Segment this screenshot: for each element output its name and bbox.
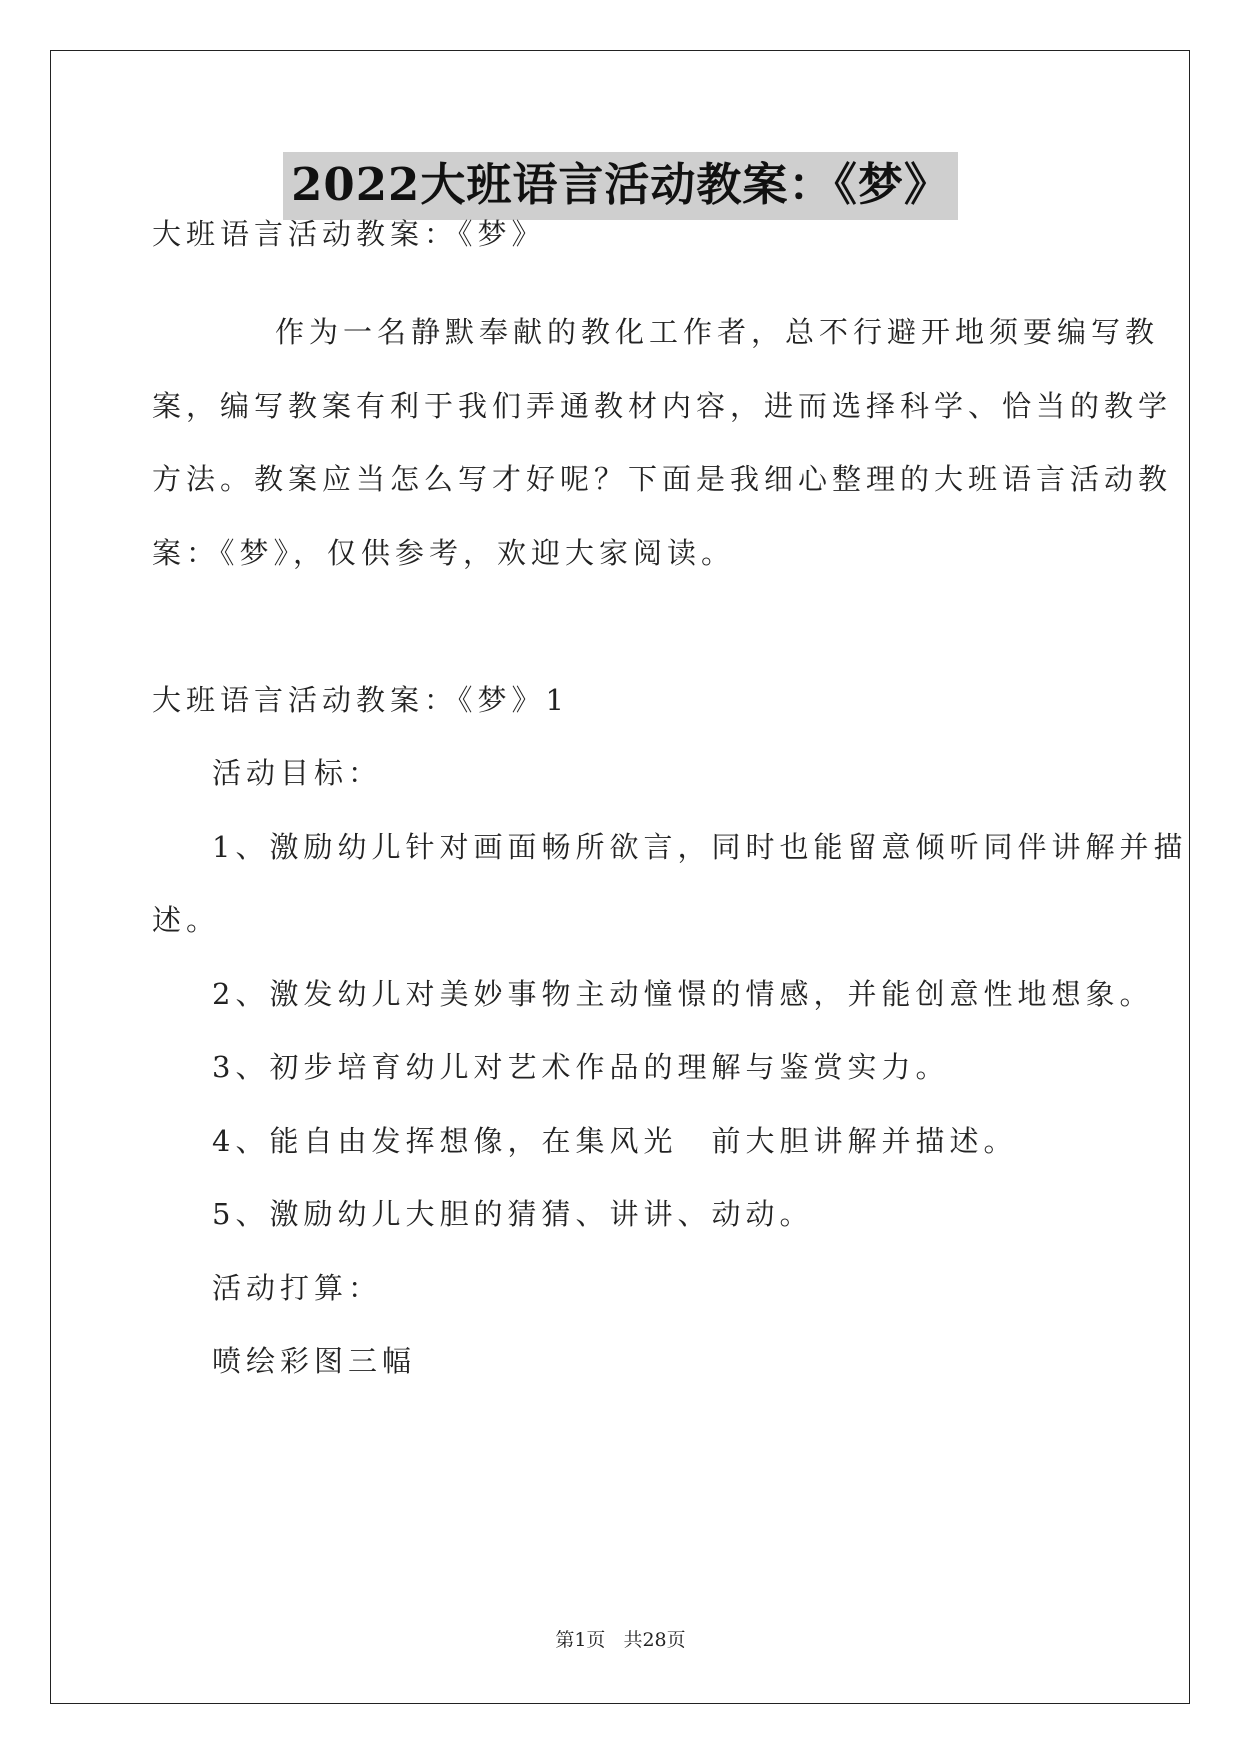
page-footer bbox=[0, 1628, 1241, 1652]
intro-line: 方法。教案应当怎么写才好呢？下面是我细心整理的大班语言活动教 bbox=[152, 462, 1173, 496]
document-title: 2022大班语言活动教案：《梦》 bbox=[283, 152, 958, 220]
page-border bbox=[50, 50, 1190, 1704]
prep-label: 活动打算： bbox=[212, 1271, 383, 1305]
goal-item: 1、激励幼儿针对画面畅所欲言，同时也能留意倾听同伴讲解并描 bbox=[212, 830, 1188, 864]
subtitle: 大班语言活动教案：《梦》 bbox=[152, 217, 546, 251]
intro-line: 案，编写教案有利于我们弄通教材内容，进而选择科学、恰当的教学 bbox=[152, 389, 1173, 423]
section-heading: 大班语言活动教案：《梦》1 bbox=[152, 683, 569, 717]
goal-item: 3、初步培育幼儿对艺术作品的理解与鉴赏实力。 bbox=[212, 1050, 950, 1084]
title-container bbox=[0, 152, 1241, 220]
goal-item: 4、能自由发挥想像，在集风光 前大胆讲解并描述。 bbox=[212, 1124, 1018, 1158]
goal-item: 2、激发幼儿对美妙事物主动憧憬的情感，并能创意性地想象。 bbox=[212, 977, 1154, 1011]
intro-line: 作为一名静默奉献的教化工作者，总不行避开地须要编写教 bbox=[275, 315, 1160, 349]
goals-label: 活动目标： bbox=[212, 756, 383, 790]
page-number: 第1页 bbox=[555, 1629, 606, 1651]
goal-item: 述。 bbox=[152, 903, 221, 937]
intro-line: 案：《梦》，仅供参考，欢迎大家阅读。 bbox=[152, 536, 736, 570]
prep-item: 喷绘彩图三幅 bbox=[212, 1344, 417, 1378]
goal-item: 5、激励幼儿大胆的猜猜、讲讲、动动。 bbox=[212, 1197, 814, 1231]
page-total: 共28页 bbox=[623, 1629, 686, 1651]
